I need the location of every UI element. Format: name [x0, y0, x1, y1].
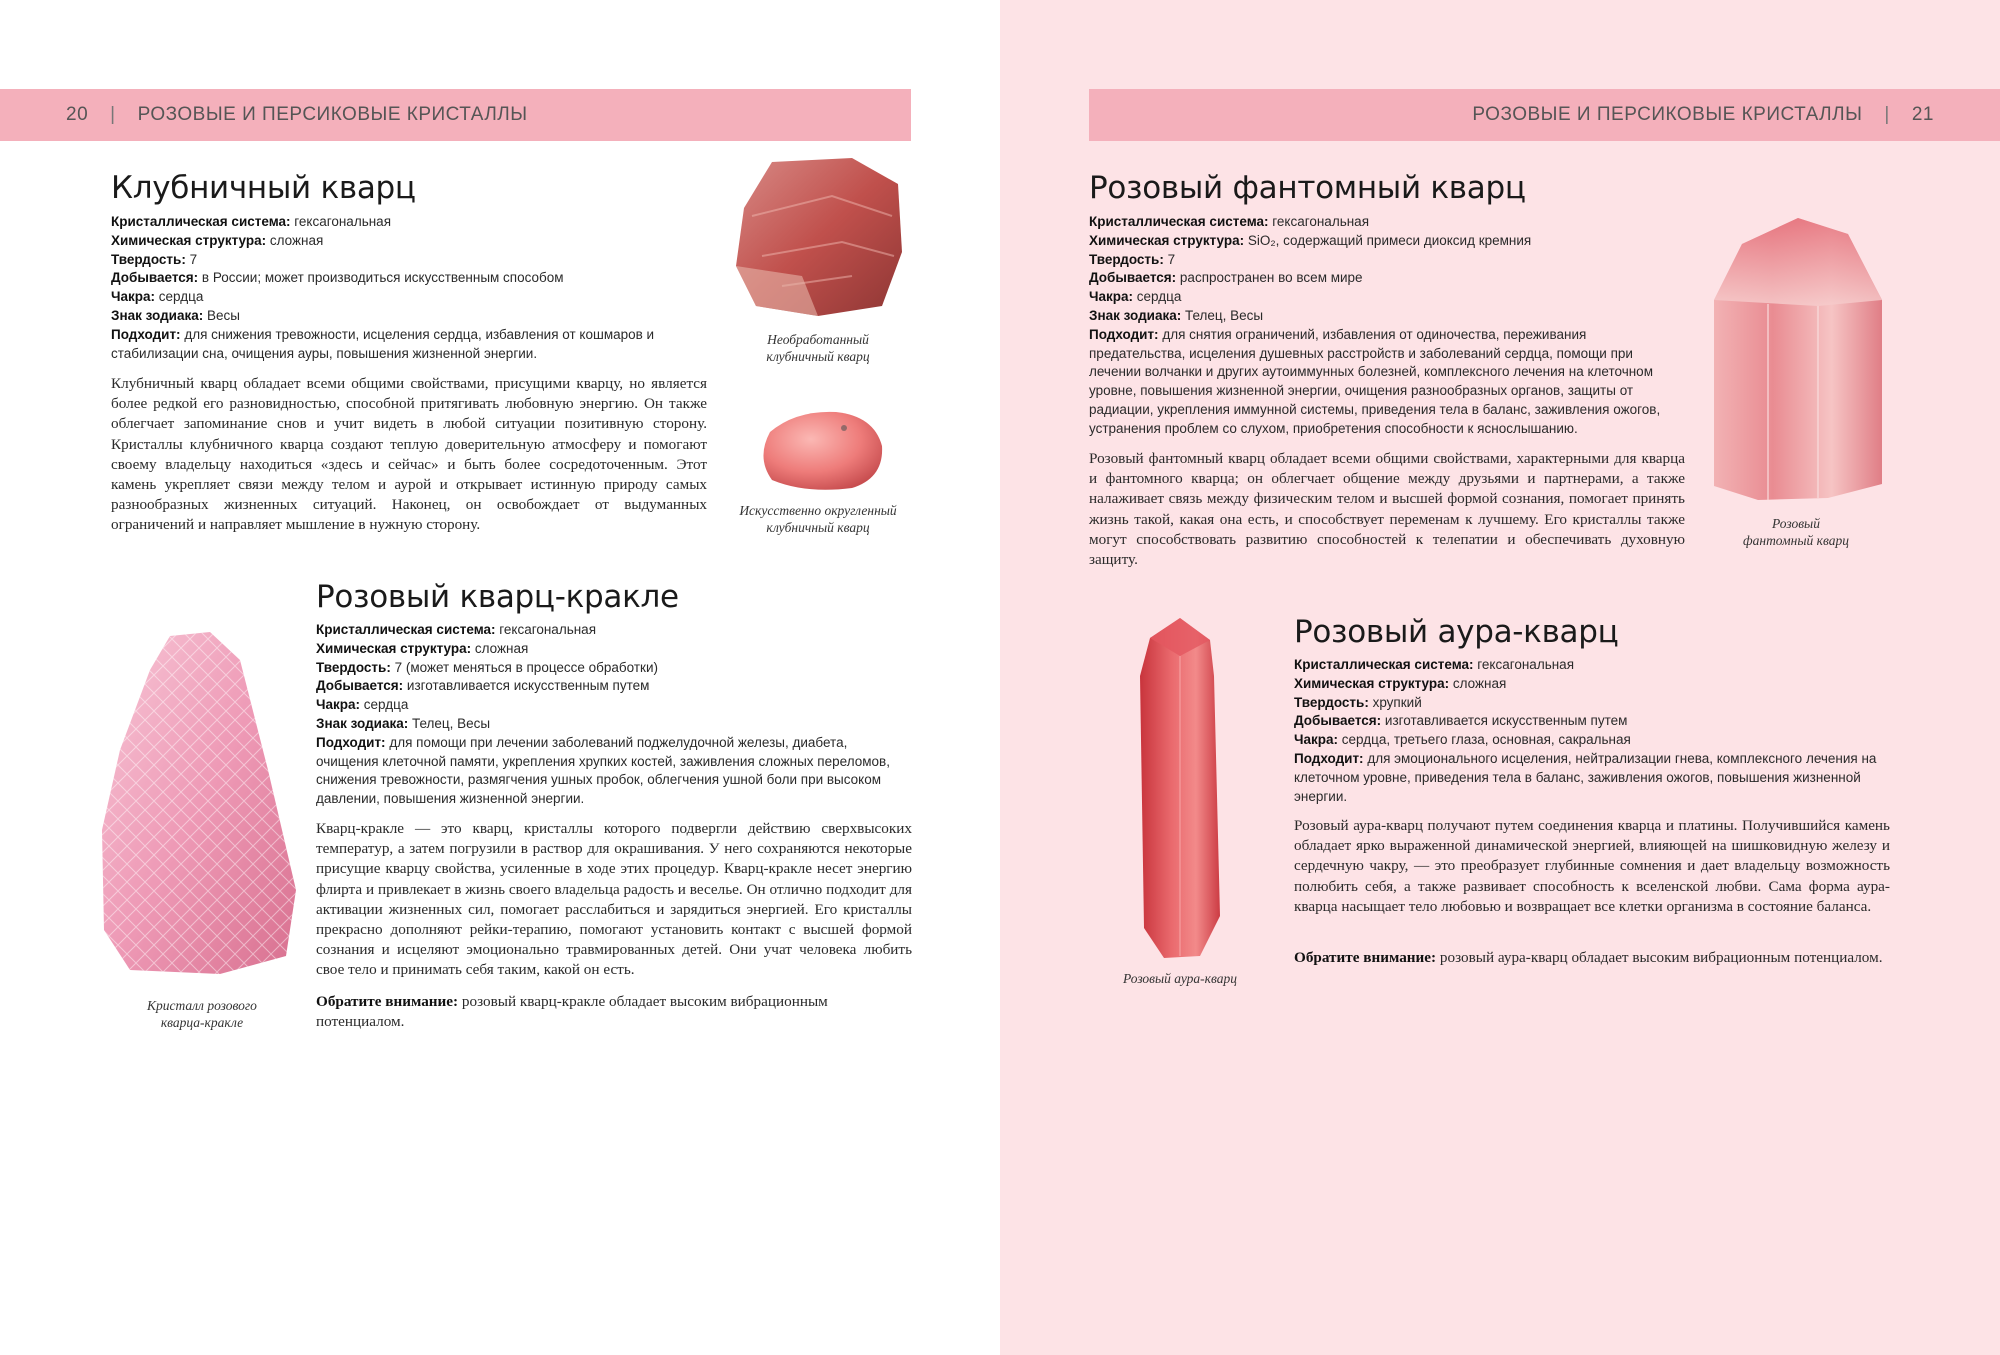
property-row: Чакра: сердца — [1089, 289, 1182, 305]
property-row: Подходит: для эмоционального исцеления, нейтрализации гнева, комплексного лечения на клеточном уровне, приведения тела в баланс, заживления ожогов, повышения жизненной энергии. — [1294, 750, 1877, 804]
phantom-caption: Розовый фантомный кварц — [1743, 516, 1849, 548]
craquelure-quartz-properties — [316, 621, 912, 809]
header-separator: | — [1884, 104, 1890, 125]
craquelure-quartz-description: Кварц-кракле — это кварц, кристаллы которого подвергли действию сверхвысоких температур, а затем погрузили в раствор для окрашивания. У него сохраняются некоторые присущие кварцу свойства, усиленные в ходе этих процедур. Кварц-кракле несет энергию флирта и привлекает в жизнь своего владельца радость и веселье. Он отлично подходит для активации жизненных сил, помогает расслабиться и зарядиться энергией. Его кристаллы прекрасно дополняют рейки-терапию, помогают установить контакт с высшей формой сознания и исцеляют эмоционально травмированных детей. Они учат человека любить свое тело и принимать себя таким, какой он есть. — [316, 820, 912, 979]
phantom-quartz-description: Розовый фантомный кварц обладает всеми общими свойствами, характерными для кварца и фантомного кварца; он облегчает общение между друзьями и партнерами, а также налаживает связь между физическим телом и высшей формой сознания, помогает принять жизнь такой, какая она есть, и способствует переменам к лучшему. Его кристаллы также могут способствовать развитию способностей к телепатии и обеспечивать духовную защиту. — [1089, 450, 1685, 569]
phantom-quartz-title: Розовый фантомный кварц — [1089, 170, 1526, 206]
property-row: Чакра: сердца — [316, 697, 409, 713]
right-page — [1000, 0, 2000, 1355]
phantom-quartz-properties — [1089, 213, 1685, 439]
property-row: Кристаллическая система: гексагональная — [316, 622, 597, 637]
property-row: Кристаллическая система: гексагональная — [1294, 657, 1575, 672]
tumbled-quartz-caption: Искусственно округленный клубничный кварц — [739, 503, 897, 535]
property-row: Химическая структура: сложная — [1294, 675, 1507, 691]
property-row: Подходит: для помощи при лечении заболеваний поджелудочной железы, диабета, очищения клеточной памяти, укрепления хрупких костей, заживления сложных переломов, снижения тревожности, размягчения ушных пробок, облегчения ушной боли при высоком давлении, повышения жизненной энергии. — [316, 734, 890, 807]
strawberry-quartz-title: Клубничный кварц — [111, 170, 416, 206]
craquelure-caption: Кристалл розового кварца-кракле — [147, 998, 257, 1030]
property-row: Добывается: изготавливается искусственным путем — [1294, 713, 1628, 729]
section-title-left: РОЗОВЫЕ И ПЕРСИКОВЫЕ КРИСТАЛЛЫ — [137, 104, 528, 125]
property-row: Кристаллическая система: гексагональная — [1089, 214, 1370, 229]
phantom-quartz-image — [1708, 214, 1890, 502]
section-title-right: РОЗОВЫЕ И ПЕРСИКОВЫЕ КРИСТАЛЛЫ — [1472, 104, 1863, 125]
property-row: Химическая структура: сложная — [316, 640, 529, 656]
page-number-left: 20 — [66, 104, 89, 125]
craquelure-quartz-note: Обратите внимание: розовый кварц-кракле обладает высоким вибрационным потенциалом. — [316, 993, 828, 1031]
header-separator: | — [110, 104, 116, 125]
aura-quartz-title: Розовый аура-кварц — [1294, 614, 1619, 650]
property-row: Твердость: 7 (может меняться в процессе обработки) — [316, 659, 659, 675]
raw-strawberry-quartz-image — [732, 156, 904, 318]
property-row: Химическая структура: SiO₂, содержащий примеси диоксид кремния — [1089, 232, 1532, 248]
property-row: Твердость: 7 — [111, 251, 198, 267]
property-row: Твердость: хрупкий — [1294, 694, 1422, 710]
property-row: Знак зодиака: Телец, Весы — [316, 715, 491, 731]
craquelure-quartz-image — [100, 630, 298, 976]
aura-caption: Розовый аура-кварц — [1122, 971, 1237, 986]
strawberry-quartz-description: Клубничный кварц обладает всеми общими свойствами, присущими кварцу, но является более редкой его разновидностью, способной притягивать любовную энергию. Он также облегчает запоминание снов и учит видеть в любой ситуации позитивную сторону. Кристаллы клубничного кварца создают теплую доверительную атмосферу и помогают своему владельцу находиться «здесь и сейчас» и быть более сосредоточенным. Этот камень укрепляет связи между телом и аурой и открывает истинную природу самых разнообразных жизненных ситуаций. Наконец, он освобождает от выдуманных ограничений и направляет мышление в нужную сторону. — [111, 375, 707, 534]
strawberry-quartz-properties — [111, 213, 707, 363]
property-row: Добывается: изготавливается искусственным путем — [316, 678, 650, 694]
tumbled-strawberry-quartz-image — [756, 408, 886, 492]
aura-quartz-description: Розовый аура-кварц получают путем соединения кварца и платины. Получившийся камень обладает ярко выраженной динамической энергией, влияющей на шишковидную железу и сердечную чакру, — это преобразует глубинные сомнения и дает владельцу возможность полюбить себя, а также развивает способность к вселенской любви. Сама форма аура-кварца насыщает тело любовью и возвращает все клетки организма в состояние баланса. — [1294, 817, 1890, 915]
running-header-right — [1089, 89, 2000, 141]
property-row: Чакра: сердца — [111, 289, 204, 305]
property-row: Подходит: для снятия ограничений, избавления от одиночества, переживания предательства, исцеления душевных расстройств и заболеваний сердца, помощи при лечении волчанки и других аутоиммунных болезней, комплексного лечения на клеточном уровне, повышения жизненной энергии, очищения разнообразных органов, защиты от радиации, укрепления иммунной системы, приведения тела в баланс, заживления ожогов, устранения проблем со слухом, приобретения способности к яснослышанию. — [1089, 326, 1661, 436]
property-row: Химическая структура: сложная — [111, 232, 324, 248]
aura-quartz-image — [1134, 616, 1226, 960]
running-header-left — [0, 89, 911, 141]
page-number-right: 21 — [1911, 104, 1934, 125]
property-row: Чакра: сердца, третьего глаза, основная, сакральная — [1294, 732, 1631, 748]
property-row: Знак зодиака: Весы — [111, 307, 240, 323]
aura-quartz-properties — [1294, 656, 1890, 806]
property-row: Знак зодиака: Телец, Весы — [1089, 307, 1264, 323]
aura-quartz-note: Обратите внимание: розовый аура-кварц обладает высоким вибрационным потенциалом. — [1294, 949, 1883, 966]
craquelure-quartz-title: Розовый кварц-кракле — [316, 579, 679, 615]
property-row: Добывается: в России; может производиться искусственным способом — [111, 270, 564, 286]
property-row: Кристаллическая система: гексагональная — [111, 214, 392, 229]
property-row: Твердость: 7 — [1089, 251, 1176, 267]
property-row: Подходит: для снижения тревожности, исцеления сердца, избавления от кошмаров и стабилизации сна, очищения ауры, повышения жизненной энергии. — [111, 326, 655, 361]
raw-quartz-caption: Необработанный клубничный кварц — [766, 332, 870, 364]
property-row: Добывается: распространен во всем мире — [1089, 270, 1363, 286]
